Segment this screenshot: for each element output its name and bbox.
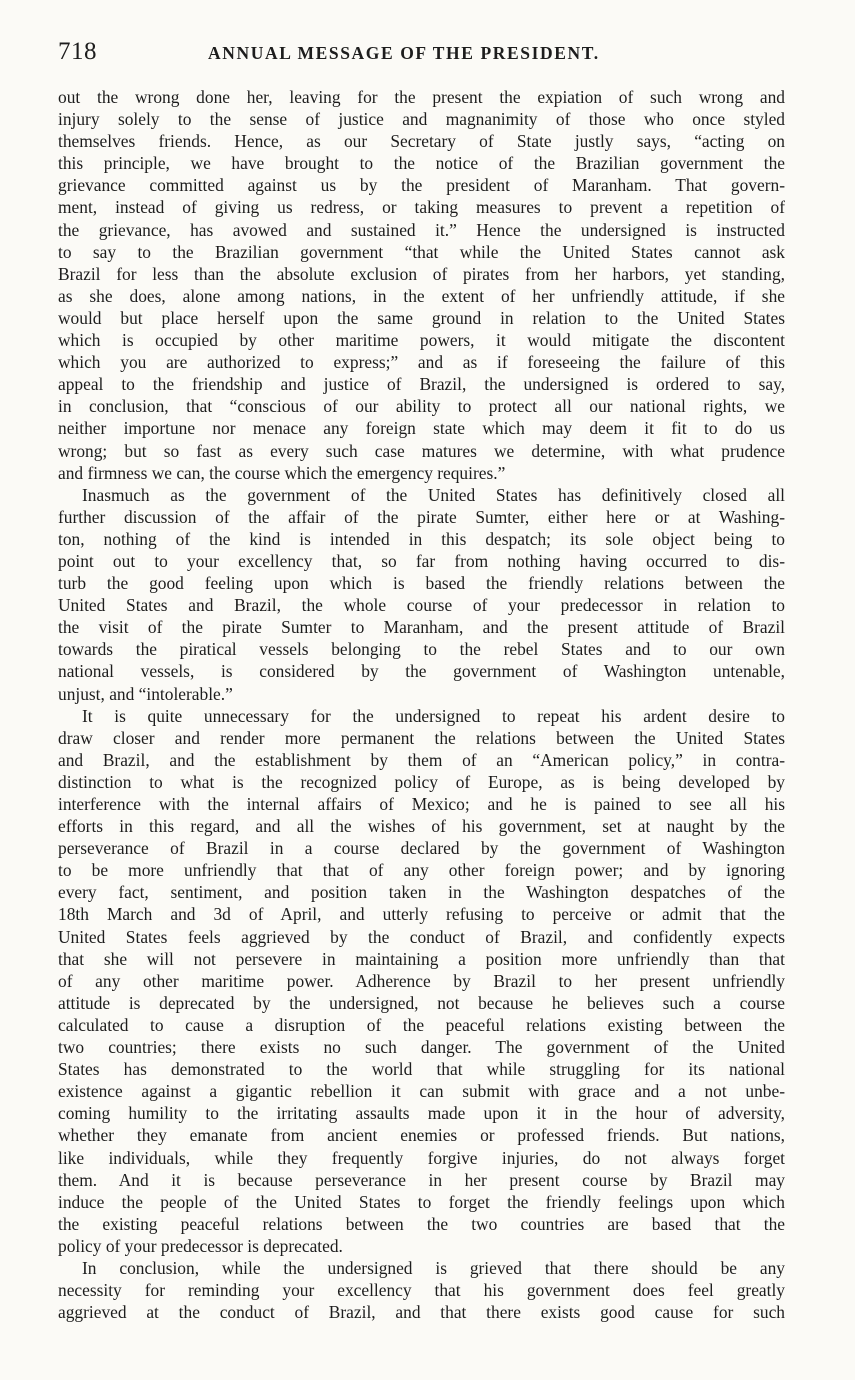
paragraph [58,1257,785,1323]
text-line: Inasmuch as the government of the United States has definitively closed all [82,484,785,505]
text-line: wrong; but so fast as every such case matures we determine, with what prudence [58,440,785,461]
text-line: grievance committed against us by the president of Maranham. That govern- [58,175,785,196]
text-line: out the wrong done her, leaving for the present the expiation of such wrong and [58,87,785,107]
text-line: in conclusion, that “conscious of our ability to protect all our national rights, we [58,396,785,417]
text-line: national vessels, is considered by the government of Washington untenable, [58,661,785,682]
text-line: perseverance of Brazil in a course declared by the government of Washington [58,838,785,859]
text-line: United States feels aggrieved by the conduct of Brazil, and confidently expects [58,926,785,947]
text-line: to be more unfriendly that that of any other foreign power; and by ignoring [58,860,785,881]
text-line: 18th March and 3d of April, and utterly refusing to perceive or admit that the [58,904,785,925]
document-body [58,86,785,1323]
text-line: draw closer and render more permanent the relations between the United States [58,727,785,748]
text-line: United States and Brazil, the whole course of your predecessor in relation to [58,595,785,616]
paragraph [58,484,785,705]
page-number: 718 [58,38,97,65]
text-line: like individuals, while they frequently forgive injuries, do not always forget [58,1147,785,1168]
text-line: necessity for reminding your excellency that his government does feel greatly [58,1280,785,1301]
text-line: the grievance, has avowed and sustained it.” Hence the undersigned is instructed [58,219,785,240]
text-line: ton, nothing of the kind is intended in this despatch; its sole object being to [58,528,785,549]
text-line: which is occupied by other maritime powers, it would mitigate the discontent [58,330,785,351]
page-header [58,38,798,68]
text-line: turb the good feeling upon which is based the friendly relations between the [58,573,785,594]
text-line: Brazil for less than the absolute exclusion of pirates from her harbors, yet standing, [58,263,785,284]
text-line: policy of your predecessor is deprecated. [58,1235,343,1256]
text-line: would but place herself upon the same ground in relation to the United States [58,307,785,328]
text-line: interference with the internal affairs of Mexico; and he is pained to see all his [58,794,785,814]
text-line: coming humility to the irritating assaults made upon it in the hour of adversity, [58,1103,785,1124]
text-line: efforts in this regard, and all the wishes of his government, set at naught by the [58,816,785,837]
text-line: this principle, we have brought to the notice of the Brazilian government the [58,153,785,174]
text-line: them. And it is because perseverance in her present course by Brazil may [58,1169,785,1190]
text-line: States has demonstrated to the world that while struggling for its national [58,1059,785,1080]
text-line: induce the people of the United States to forget the friendly feelings upon which [58,1191,785,1212]
text-line: In conclusion, while the undersigned is grieved that there should be any [82,1257,785,1278]
text-line: appeal to the friendship and justice of Brazil, the undersigned is ordered to say, [58,374,785,395]
text-line: the visit of the pirate Sumter to Maranham, and the present attitude of Brazil [58,617,785,638]
text-line: point out to your excellency that, so far from nothing having occurred to dis- [58,550,785,571]
text-line: and Brazil, and the establishment by them of an “American policy,” in contra- [58,749,785,770]
text-line: to say to the Brazilian government “that while the United States cannot ask [58,241,785,262]
text-line: further discussion of the affair of the pirate Sumter, either here or at Washing- [58,506,785,527]
text-line: and firmness we can, the course which the emergency requires.” [58,462,506,483]
text-line: It is quite unnecessary for the undersigned to repeat his ardent desire to [82,705,785,726]
text-line: themselves friends. Hence, as our Secretary of State justly says, “acting on [58,131,785,152]
text-line: unjust, and “intolerable.” [58,683,233,704]
text-line: distinction to what is the recognized policy of Europe, as is being developed by [58,771,785,792]
running-head: ANNUAL MESSAGE OF THE PRESIDENT. [208,43,600,63]
text-line: aggrieved at the conduct of Brazil, and that there exists good cause for such [58,1302,785,1323]
text-line: calculated to cause a disruption of the peaceful relations existing between the [58,1014,785,1035]
text-line: every fact, sentiment, and position taken in the Washington despatches of the [58,882,785,903]
text-line: existence against a gigantic rebellion it can submit with grace and a not unbe- [58,1081,785,1102]
text-line: neither importune nor menace any foreign state which may deem it fit to do us [58,418,785,439]
text-line: as she does, alone among nations, in the extent of her unfriendly attitude, if she [58,285,785,306]
text-line: attitude is deprecated by the undersigned, not because he believes such a course [58,992,785,1013]
text-line: whether they emanate from ancient enemies or professed friends. But nations, [58,1125,785,1146]
text-line: which you are authorized to express;” and as if foreseeing the failure of this [58,352,785,373]
text-line: two countries; there exists no such danger. The government of the United [58,1037,785,1058]
text-line: that she will not persevere in maintaining a position more unfriendly than that [58,948,785,969]
text-line: ment, instead of giving us redress, or taking measures to prevent a repetition of [58,197,785,218]
text-line: the existing peaceful relations between the two countries are based that the [58,1213,785,1234]
text-line: injury solely to the sense of justice and magnanimity of those who once styled [58,109,785,130]
paragraph [58,86,785,484]
paragraph [58,705,785,1257]
text-line: of any other maritime power. Adherence by Brazil to her present unfriendly [58,970,785,991]
text-line: towards the piratical vessels belonging to the rebel States and to our own [58,639,785,660]
